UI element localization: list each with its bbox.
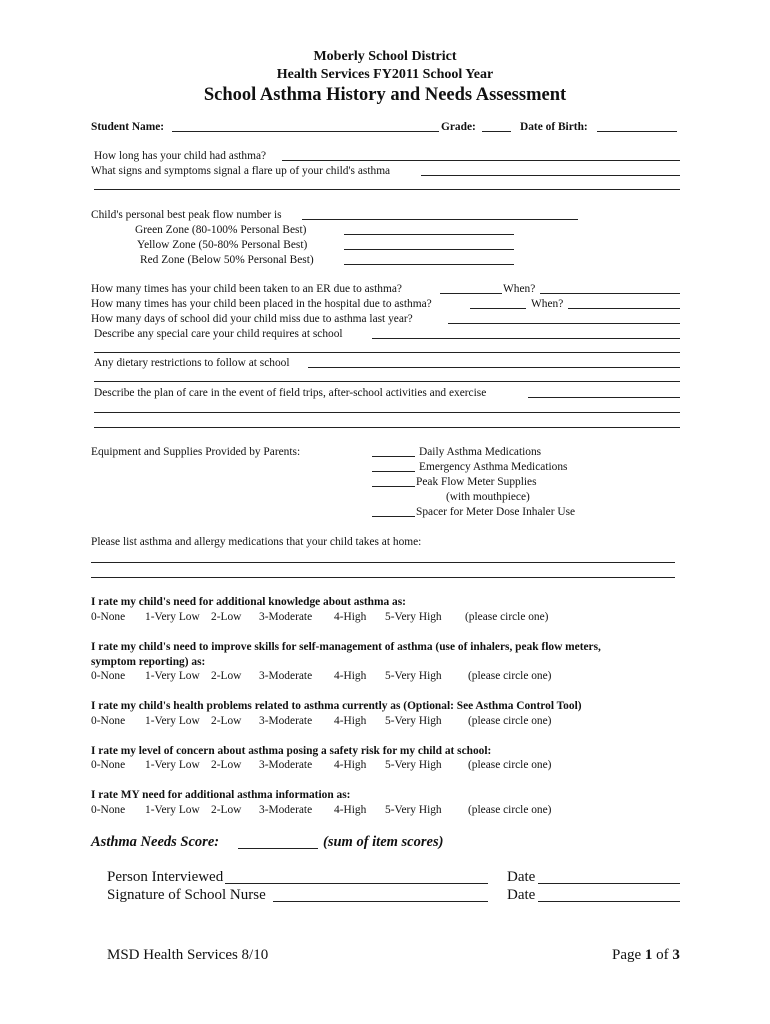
hospital-when-field[interactable] <box>568 308 680 309</box>
hospital-question: How many times has your child been placed in the hospital due to asthma? <box>91 298 432 310</box>
rating-skills-question: I rate my child's need to improve skills for self-management of asthma (use of inhalers, peak flow meters, <box>91 641 601 653</box>
person-interviewed-label: Person Interviewed <box>107 869 224 885</box>
spacer-field[interactable] <box>372 516 415 517</box>
red-zone-label: Red Zone (Below 50% Personal Best) <box>140 254 314 266</box>
rating-information-scale[interactable]: 0-None 1-Very Low 2-Low 3-Moderate 4-High 5-Very High (please circle one) <box>91 804 552 816</box>
spacer-label: Spacer for Meter Dose Inhaler Use <box>416 506 576 518</box>
plan-field-line3[interactable] <box>94 427 680 428</box>
page-number: Page 1 of 3 <box>612 947 680 963</box>
medications-field-line1[interactable] <box>91 562 675 563</box>
district-name: Moberly School District <box>313 49 457 64</box>
peak-flow-supplies-label: Peak Flow Meter Supplies <box>416 476 537 488</box>
peak-flow-field[interactable] <box>302 219 578 220</box>
medications-field-line2[interactable] <box>91 577 675 578</box>
grade-field[interactable] <box>482 131 511 132</box>
dietary-field[interactable] <box>308 367 680 368</box>
duration-question: How long has your child had asthma? <box>94 150 267 162</box>
daily-meds-field[interactable] <box>372 456 415 457</box>
rating-information-question: I rate MY need for additional asthma information as: <box>91 789 351 801</box>
dietary-question: Any dietary restrictions to follow at school <box>94 357 290 369</box>
emergency-meds-field[interactable] <box>372 471 415 472</box>
er-when-field[interactable] <box>540 293 680 294</box>
er-question: How many times has your child been taken to an ER due to asthma? <box>91 283 402 295</box>
interview-date-label: Date <box>507 869 536 885</box>
services-title: Health Services FY2011 School Year <box>276 67 494 82</box>
special-care-field[interactable] <box>372 338 680 339</box>
medications-label: Please list asthma and allergy medications that your child takes at home: <box>91 536 422 548</box>
peak-flow-label: Child's personal best peak flow number is <box>91 209 282 221</box>
nurse-signature-field[interactable] <box>273 901 488 902</box>
signature-date-label: Date <box>507 887 536 903</box>
duration-field[interactable] <box>282 160 680 161</box>
signs-field[interactable] <box>421 175 680 176</box>
rating-concern-question: I rate my level of concern about asthma posing a safety risk for my child at school: <box>91 745 492 757</box>
rating-skills-question-cont: symptom reporting) as: <box>91 656 206 668</box>
signs-question: What signs and symptoms signal a flare up of your child's asthma <box>91 165 391 177</box>
equipment-label: Equipment and Supplies Provided by Parents: <box>91 446 301 458</box>
missed-days-question: How many days of school did your child miss due to asthma last year? <box>91 313 413 325</box>
hospital-when-label: When? <box>531 298 564 310</box>
plan-field-line2[interactable] <box>94 412 680 413</box>
green-zone-label: Green Zone (80-100% Personal Best) <box>135 224 307 236</box>
page-title: School Asthma History and Needs Assessment <box>203 85 567 105</box>
daily-meds-label: Daily Asthma Medications <box>419 446 542 458</box>
yellow-zone-label: Yellow Zone (50-80% Personal Best) <box>137 239 308 251</box>
hospital-count-field[interactable] <box>470 308 526 309</box>
special-care-field-line2[interactable] <box>94 352 680 353</box>
rating-knowledge-question: I rate my child's need for additional knowledge about asthma as: <box>91 596 406 608</box>
signature-date-field[interactable] <box>538 901 680 902</box>
needs-score-label: Asthma Needs Score: <box>91 834 220 850</box>
rating-concern-scale[interactable]: 0-None 1-Very Low 2-Low 3-Moderate 4-High 5-Very High (please circle one) <box>91 759 552 771</box>
missed-days-field[interactable] <box>448 323 680 324</box>
mouthpiece-note: (with mouthpiece) <box>446 491 530 503</box>
interview-date-field[interactable] <box>538 883 680 884</box>
needs-score-field[interactable] <box>238 848 318 849</box>
rating-health-question: I rate my child's health problems related to asthma currently as (Optional: See Asthma Control Tool) <box>91 700 582 712</box>
footer-note: MSD Health Services 8/10 <box>107 947 269 963</box>
needs-score-suffix: (sum of item scores) <box>323 834 444 850</box>
rating-knowledge-scale[interactable]: 0-None 1-Very Low 2-Low 3-Moderate 4-High 5-Very High (please circle one) <box>91 611 549 623</box>
student-name-label: Student Name: <box>91 121 165 133</box>
plan-field[interactable] <box>528 397 680 398</box>
red-zone-field[interactable] <box>344 264 514 265</box>
special-care-question: Describe any special care your child requires at school <box>94 328 343 340</box>
dob-label: Date of Birth: <box>520 121 588 133</box>
person-interviewed-field[interactable] <box>225 883 488 884</box>
er-when-label: When? <box>503 283 536 295</box>
grade-label: Grade: <box>441 121 476 133</box>
green-zone-field[interactable] <box>344 234 514 235</box>
student-name-field[interactable] <box>172 131 439 132</box>
yellow-zone-field[interactable] <box>344 249 514 250</box>
signs-field-line2[interactable] <box>94 189 680 190</box>
dietary-field-line2[interactable] <box>94 381 680 382</box>
emergency-meds-label: Emergency Asthma Medications <box>419 461 568 473</box>
peak-flow-supplies-field[interactable] <box>372 486 415 487</box>
dob-field[interactable] <box>597 131 677 132</box>
rating-health-scale[interactable]: 0-None 1-Very Low 2-Low 3-Moderate 4-High 5-Very High (please circle one) <box>91 715 552 727</box>
plan-question: Describe the plan of care in the event of field trips, after-school activities and exercise <box>94 387 487 399</box>
er-count-field[interactable] <box>440 293 502 294</box>
nurse-signature-label: Signature of School Nurse <box>107 887 266 903</box>
rating-skills-scale[interactable]: 0-None 1-Very Low 2-Low 3-Moderate 4-High 5-Very High (please circle one) <box>91 670 552 682</box>
